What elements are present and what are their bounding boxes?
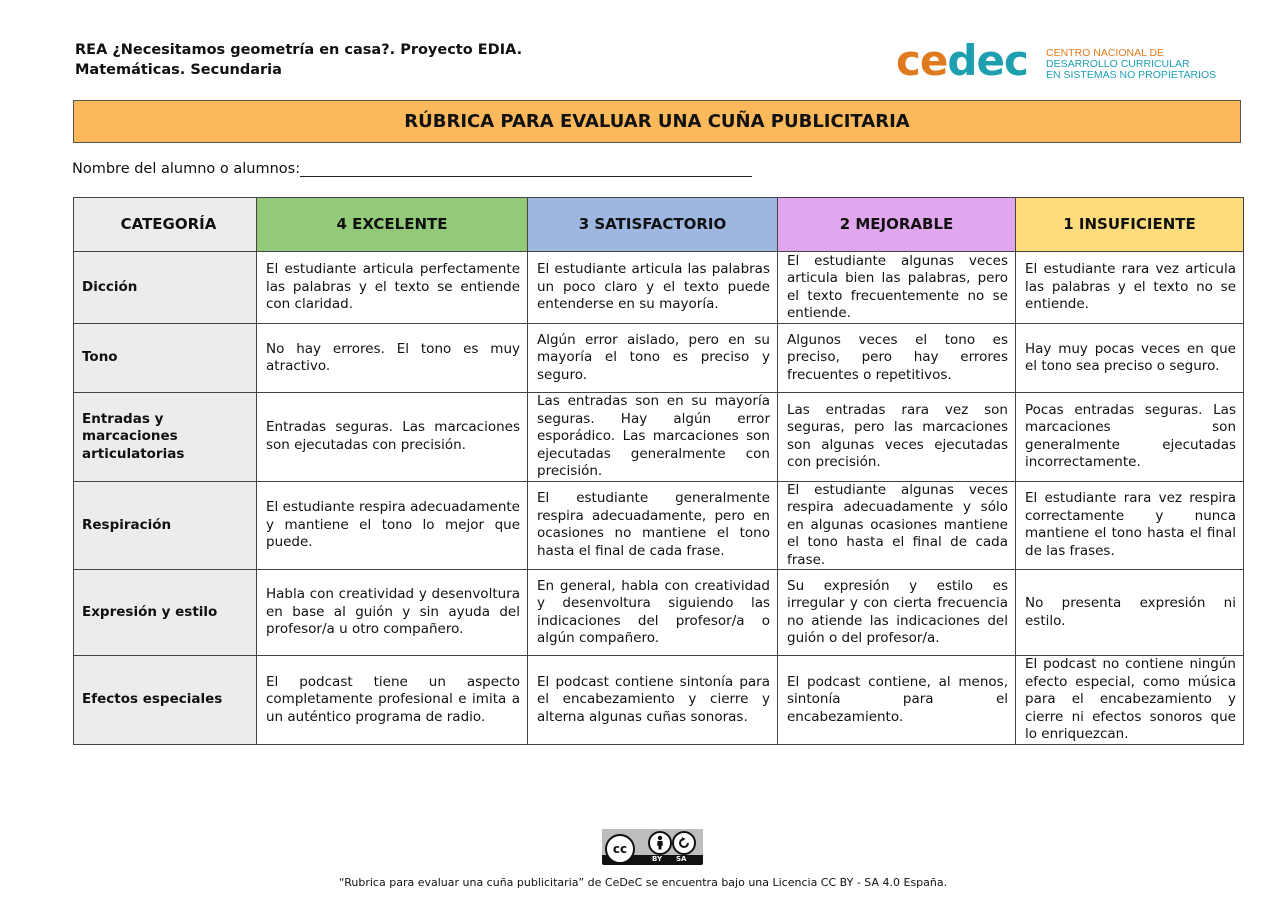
cedec-logo-word [896, 36, 1028, 86]
cell-level-1: No presenta expresión ni estilo. [1016, 570, 1244, 656]
cell-level-4: Entradas seguras. Las marcaciones son ejecutadas con precisión. [257, 393, 528, 482]
logo-sub-line3: EN SISTEMAS NO PROPIETARIOS [1046, 69, 1217, 81]
cc-icon: cc [605, 834, 635, 864]
table-row [74, 252, 1244, 324]
cell-level-3: El estudiante generalmente respira adecuadamente, pero en ocasiones no mantiene el tono hasta el final de cada frase. [528, 481, 778, 570]
cell-level-2: El podcast contiene, al menos, sintonía para el encabezamiento. [778, 656, 1016, 745]
cell-level-2: Su expresión y estilo es irregular y con cierta frecuencia no atiende las indicaciones del guión o del profesor/a. [778, 570, 1016, 656]
student-name-line [72, 161, 752, 177]
logo-word-part1: ce [896, 36, 948, 85]
cell-level-2: El estudiante algunas veces articula bien las palabras, pero el texto frecuentemente no se entiende. [778, 252, 1016, 324]
row-category: Efectos especiales [74, 656, 257, 745]
header-level-4: 4 EXCELENTE [257, 198, 528, 252]
cell-level-4: El estudiante respira adecuadamente y mantiene el tono lo mejor que puede. [257, 481, 528, 570]
logo-sub-line2: DESARROLLO CURRICULAR [1046, 58, 1190, 70]
cell-level-2: El estudiante algunas veces respira adecuadamente y sólo en algunas ocasiones mantiene el tono hasta el final de cada frase. [778, 481, 1016, 570]
table-row [74, 481, 1244, 570]
share-alike-arrow-icon [676, 835, 692, 851]
row-category: Respiración [74, 481, 257, 570]
cell-level-1: El estudiante rara vez articula las palabras y el texto no se entiende. [1016, 252, 1244, 324]
by-label: BY [652, 855, 663, 863]
license-footer: “Rubrica para evaluar una cuña publicitaria” de CeDeC se encuentra bajo una Licencia CC BY - SA 4.0 España. [338, 876, 948, 889]
cell-level-3: El estudiante articula las palabras un poco claro y el texto puede entenderse en su mayoría. [528, 252, 778, 324]
student-name-blank[interactable] [300, 162, 752, 177]
document-header [75, 40, 522, 80]
student-name-label: Nombre del alumno o alumnos: [72, 161, 301, 177]
cell-level-1: El estudiante rara vez respira correctamente y nunca mantiene el tono hasta el final de las frases. [1016, 481, 1244, 570]
header-category: CATEGORÍA [74, 198, 257, 252]
header-line-2: Matemáticas. Secundaria [75, 62, 282, 78]
logo-sub-line1: CENTRO NACIONAL DE [1046, 47, 1165, 59]
logo-word-part2: dec [947, 36, 1028, 85]
header-line-1: REA ¿Necesitamos geometría en casa?. Proyecto EDIA. [75, 42, 523, 58]
person-icon [653, 835, 667, 851]
share-alike-icon [672, 831, 696, 855]
rubric-title: RÚBRICA PARA EVALUAR UNA CUÑA PUBLICITARIA [73, 100, 1241, 143]
cell-level-3: Algún error aislado, pero en su mayoría el tono es preciso y seguro. [528, 324, 778, 393]
cedec-logo [896, 36, 1217, 88]
row-category: Tono [74, 324, 257, 393]
table-row [74, 324, 1244, 393]
cell-level-4: El estudiante articula perfectamente las palabras y el texto se entiende con claridad. [257, 252, 528, 324]
by-attribution-icon [648, 831, 672, 855]
cell-level-3: El podcast contiene sintonía para el encabezamiento y cierre y alterna algunas cuñas sonoras. [528, 656, 778, 745]
table-row [74, 570, 1244, 656]
table-row [74, 656, 1244, 745]
header-level-3: 3 SATISFACTORIO [528, 198, 778, 252]
row-category: Entradas y marcaciones articulatorias [74, 393, 257, 482]
table-row [74, 393, 1244, 482]
header-row [74, 198, 1244, 252]
header-level-2: 2 MEJORABLE [778, 198, 1016, 252]
cell-level-1: El podcast no contiene ningún efecto especial, como música para el encabezamiento y cierre ni efectos sonoros que lo enriquezcan. [1016, 656, 1244, 745]
cell-level-4: Habla con creatividad y desenvoltura en base al guión y sin ayuda del profesor/a u otro compañero. [257, 570, 528, 656]
row-category: Expresión y estilo [74, 570, 257, 656]
sa-label: SA [676, 855, 687, 863]
cell-level-3: En general, habla con creatividad y desenvoltura siguiendo las indicaciones del profesor/a o algún compañero. [528, 570, 778, 656]
cell-level-4: No hay errores. El tono es muy atractivo. [257, 324, 528, 393]
row-category: Dicción [74, 252, 257, 324]
cell-level-1: Hay muy pocas veces en que el tono sea preciso o seguro. [1016, 324, 1244, 393]
cell-level-2: Las entradas rara vez son seguras, pero las marcaciones son algunas veces ejecutadas con precisión. [778, 393, 1016, 482]
rubric-table [73, 197, 1244, 745]
cell-level-1: Pocas entradas seguras. Las marcaciones son generalmente ejecutadas incorrectamente. [1016, 393, 1244, 482]
header-level-1: 1 INSUFICIENTE [1016, 198, 1244, 252]
cedec-logo-subtitle [1046, 48, 1216, 81]
cell-level-4: El podcast tiene un aspecto completamente profesional e imita a un auténtico programa de radio. [257, 656, 528, 745]
cell-level-2: Algunos veces el tono es preciso, pero hay errores frecuentes o repetitivos. [778, 324, 1016, 393]
cell-level-3: Las entradas son en su mayoría seguras. Hay algún error esporádico. Las marcaciones son ejecutadas generalmente con precisión. [528, 393, 778, 482]
cc-license-badge[interactable] [602, 829, 703, 865]
